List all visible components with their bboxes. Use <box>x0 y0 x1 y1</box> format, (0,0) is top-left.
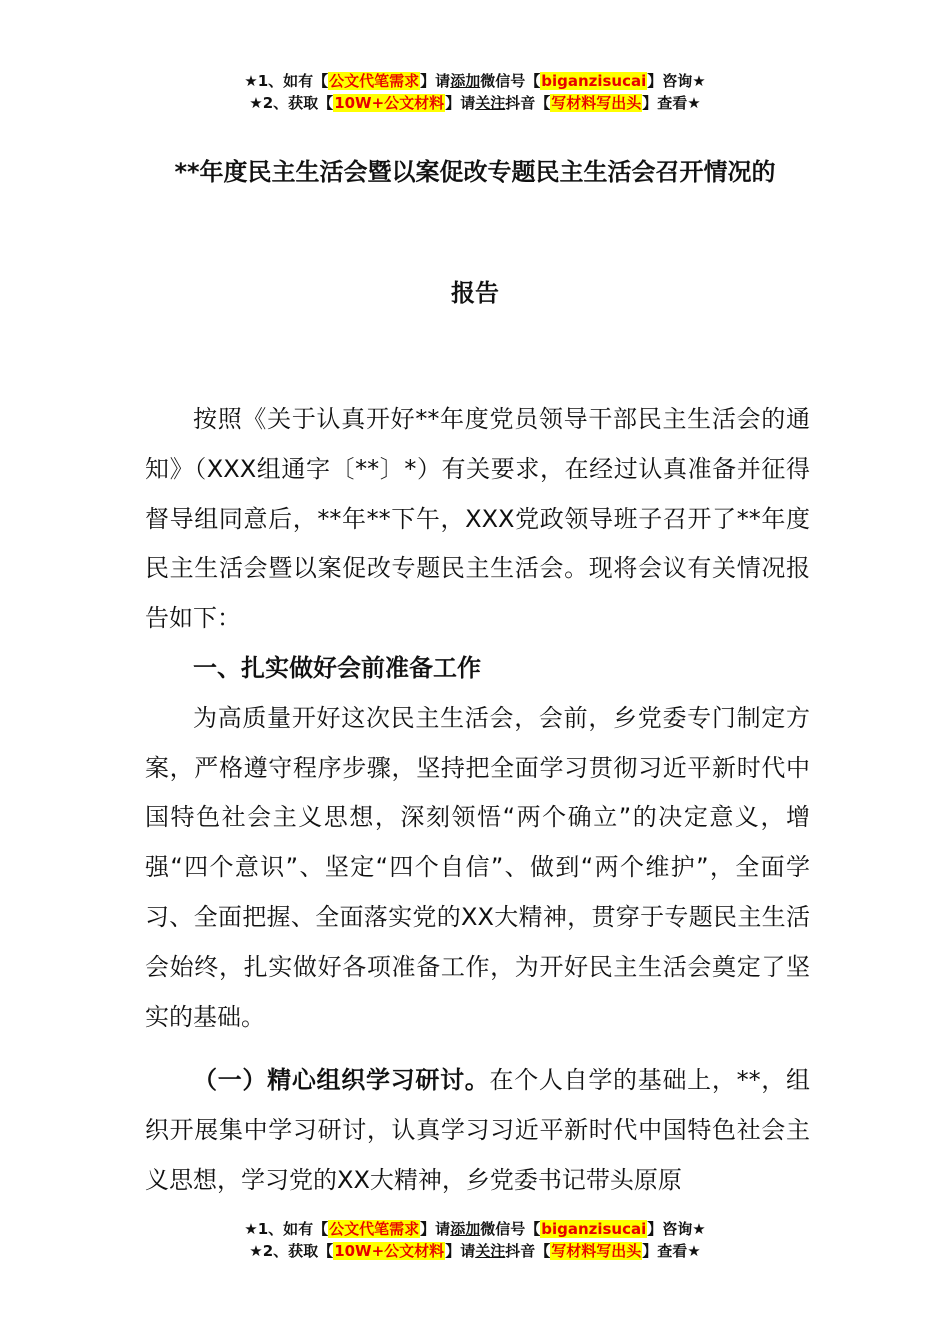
promo-line-2: ★2、获取【10W+公文材料】请关注抖音【写材料写出头】查看★ <box>249 1242 701 1260</box>
highlight-service: 公文代笔需求 <box>329 72 420 90</box>
highlight-wechat-id: biganzisucai <box>541 1220 647 1238</box>
highlight-douyin-id: 写材料写出头 <box>551 1242 642 1260</box>
highlight-douyin-id: 写材料写出头 <box>551 94 642 112</box>
highlight-wechat-id: biganzisucai <box>541 72 647 90</box>
promo-banner-bottom <box>0 1218 950 1262</box>
paragraph-section-1: 为高质量开好这次民主生活会，会前，乡党委专门制定方案，严格遵守程序步骤，坚持把全面学习贯彻习近平新时代中国特色社会主义思想，深刻领悟“两个确立”的决定意义，增强“四个意识”、坚定“四个自信”、做到“两个维护”，全面学习、全面把握、全面落实党的XX大精神，贯穿于专题民主生活会始终，扎实做好各项准备工作，为开好民主生活会奠定了坚实的基础。 <box>145 703 810 1031</box>
paragraph-subsection-1 <box>145 1056 810 1205</box>
highlight-materials: 10W+公文材料 <box>334 94 445 112</box>
subsection-heading-1: （一）精心组织学习研讨。 <box>193 1066 490 1095</box>
highlight-materials: 10W+公文材料 <box>334 1242 445 1260</box>
paragraph-intro: 按照《关于认真开好**年度党员领导干部民主生活会的通知》（XXX组通字〔**〕*）有关要求，在经过认真准备并征得督导组同意后，**年**下午，XXX党政领导班子召开了**年度民主生活会暨以案促改专题民主生活会。现将会议有关情况报告如下： <box>145 405 810 633</box>
subsection-text-1: 在个人自学的基础上，**，组织开展集中学习研讨，认真学习习近平新时代中国特色社会主义思想，学习党的XX大精神，乡党委书记带头原原 <box>145 1066 810 1194</box>
document-title-line-2: 报告 <box>451 279 499 307</box>
document-title-line-1: **年度民主生活会暨以案促改专题民主生活会召开情况的 <box>174 158 776 186</box>
document-body <box>145 395 810 1206</box>
promo-line-1: ★1、如有【公文代笔需求】请添加微信号【biganzisucai】咨询★ <box>244 1220 706 1238</box>
promo-banner-top <box>0 70 950 114</box>
promo-line-2: ★2、获取【10W+公文材料】请关注抖音【写材料写出头】查看★ <box>249 94 701 112</box>
promo-line-1: ★1、如有【公文代笔需求】请添加微信号【biganzisucai】咨询★ <box>244 72 706 90</box>
highlight-service: 公文代笔需求 <box>329 1220 420 1238</box>
section-heading-1: 一、扎实做好会前准备工作 <box>193 653 481 682</box>
